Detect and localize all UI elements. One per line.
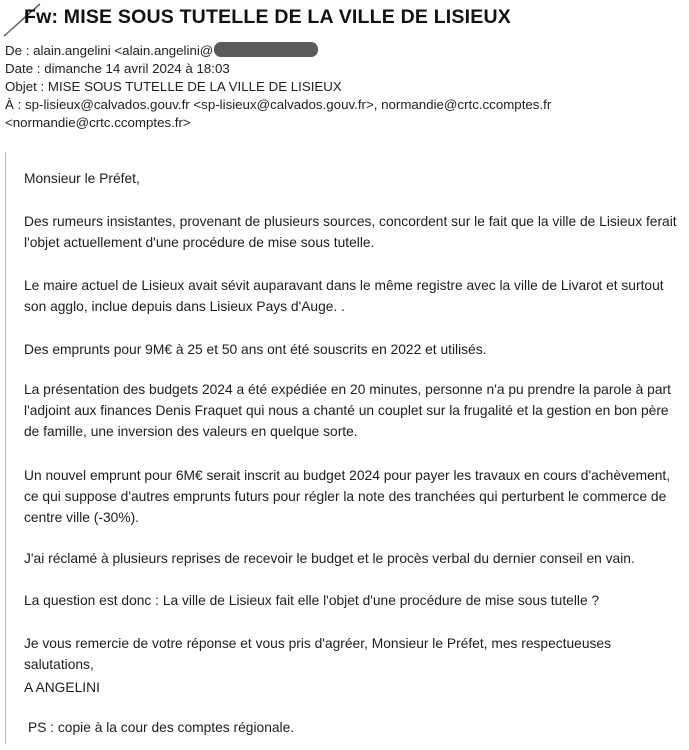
- subject-row: [5, 78, 551, 96]
- date-value: dimanche 14 avril 2024 à 18:03: [44, 61, 230, 76]
- text-line: Un nouvel emprunt pour 6M€ serait inscrit au budget 2024 pour payer les travaux en cours d'achèvement,: [24, 468, 671, 483]
- text-line: ce qui suppose d'autres emprunts futurs pour régler la note des tranchées qui perturbent le commerce de: [24, 489, 667, 504]
- email-header: [5, 42, 551, 132]
- text-line: centre ville (-30%).: [24, 510, 140, 525]
- postscript: PS : copie à la cour des comptes régionale.: [28, 720, 295, 735]
- to-value-continued: <normandie@crtc.ccomptes.fr>: [5, 115, 191, 130]
- paragraph-closing: [24, 633, 611, 675]
- text-line: l'adjoint aux finances Denis Fraquet qui nous a chanté un couplet sur la frugalité et la gestion en bon père: [24, 403, 669, 418]
- text-line: La question est donc : La ville de Lisieux fait elle l'objet d'une procédure de mise sous tutelle ?: [24, 593, 600, 608]
- email-subject-title: Fw: MISE SOUS TUTELLE DE LA VILLE DE LISIEUX: [24, 6, 511, 28]
- signature: A ANGELINI: [24, 680, 100, 695]
- from-value: alain.angelini <alain.angelini@: [33, 43, 214, 58]
- text-line: Des rumeurs insistantes, provenant de plusieurs sources, concordent sur le fait que la ville de Lisieux ferait: [24, 214, 677, 229]
- text-line: l'objet actuellement d'une procédure de mise sous tutelle.: [24, 235, 375, 250]
- text-line: salutations,: [24, 657, 94, 672]
- text-line: Des emprunts pour 9M€ à 25 et 50 ans ont été souscrits en 2022 et utilisés.: [24, 342, 487, 357]
- subject-value: MISE SOUS TUTELLE DE LA VILLE DE LISIEUX: [47, 79, 342, 94]
- from-row: [5, 42, 551, 60]
- date-row: [5, 60, 551, 78]
- paragraph-budget-presentation: [24, 379, 671, 442]
- text-line: Le maire actuel de Lisieux avait sévit auparavant dans le même registre avec la ville de Livarot et surtout: [24, 278, 664, 293]
- text-line: de famille, une inversion des valeurs en quelque sorte.: [24, 424, 358, 439]
- from-label: De :: [5, 43, 30, 58]
- to-value: sp-lisieux@calvados.gouv.fr <sp-lisieux@calvados.gouv.fr>, normandie@crtc.ccomptes.fr: [24, 97, 552, 112]
- text-line: Je vous remercie de votre réponse et vous pris d'agréer, Monsieur le Préfet, mes respectueuses: [24, 636, 611, 651]
- paragraph-question: [24, 590, 599, 611]
- paragraph-loans: [24, 339, 486, 360]
- text-line: son agglo, inclue depuis dans Lisieux Pays d'Auge. .: [24, 299, 345, 314]
- text-line: J'ai réclamé à plusieurs reprises de recevoir le budget et le procès verbal du dernier conseil en vain.: [24, 551, 635, 566]
- date-label: Date :: [5, 61, 41, 76]
- paragraph-rumours: [24, 211, 677, 253]
- to-row-continued: [5, 114, 551, 132]
- greeting: Monsieur le Préfet,: [24, 171, 140, 186]
- redaction-block: [214, 42, 318, 57]
- paragraph-new-loan: [24, 465, 670, 528]
- quote-bar: [5, 152, 6, 744]
- subject-label: Objet :: [5, 79, 45, 94]
- paragraph-mayor: [24, 275, 664, 317]
- paragraph-requests: [24, 548, 635, 569]
- to-label: À :: [5, 97, 22, 112]
- text-line: La présentation des budgets 2024 a été expédiée en 20 minutes, personne n'a pu prendre la parole à part: [24, 382, 671, 397]
- to-row: [5, 96, 551, 114]
